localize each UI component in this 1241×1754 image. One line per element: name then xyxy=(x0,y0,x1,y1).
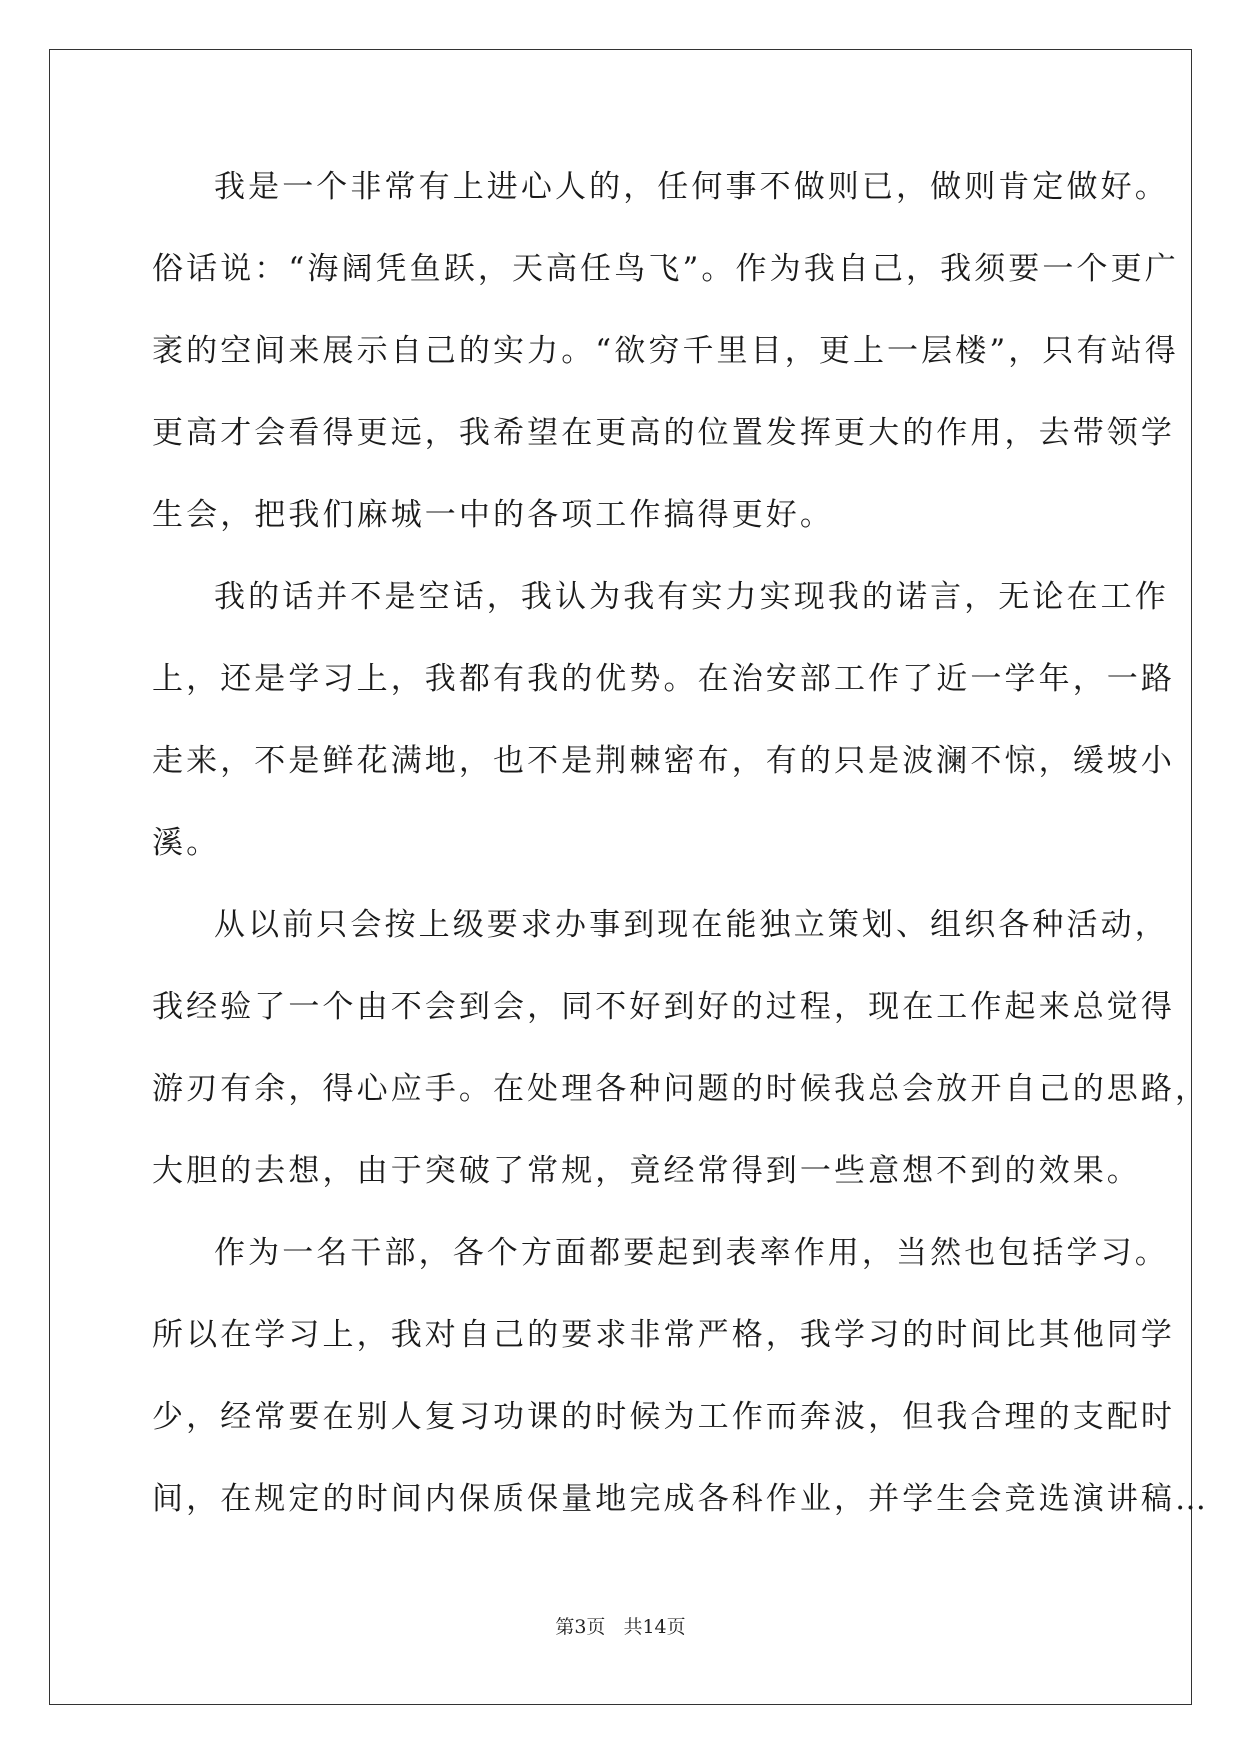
page-total: 共14页 xyxy=(623,1616,686,1638)
text-line: 袤的空间来展示自己的实力。“欲穷千里目，更上一层楼”，只有站得 xyxy=(152,333,1179,369)
text-line: 间，在规定的时间内保质保量地完成各科作业，并学生会竞选演讲稿… xyxy=(152,1481,1210,1517)
text-line: 少，经常要在别人复习功课的时候为工作而奔波，但我合理的支配时 xyxy=(152,1399,1175,1435)
text-line: 溪。 xyxy=(152,825,221,861)
text-line: 俗话说：“海阔凭鱼跃，天高任鸟飞”。作为我自己，我须要一个更广 xyxy=(152,251,1179,287)
text-line: 我经验了一个由不会到会，同不好到好的过程，现在工作起来总觉得 xyxy=(152,989,1175,1025)
text-line: 生会，把我们麻城一中的各项工作搞得更好。 xyxy=(152,497,834,533)
text-line: 从以前只会按上级要求办事到现在能独立策划、组织各种活动， xyxy=(214,907,1169,943)
text-line: 所以在学习上，我对自己的要求非常严格，我学习的时间比其他同学 xyxy=(152,1317,1175,1353)
text-line: 我的话并不是空话，我认为我有实力实现我的诺言，无论在工作 xyxy=(214,579,1169,615)
text-line: 大胆的去想，由于突破了常规，竟经常得到一些意想不到的效果。 xyxy=(152,1153,1141,1189)
page-number: 第3页 xyxy=(555,1616,606,1638)
text-line: 更高才会看得更远，我希望在更高的位置发挥更大的作用，去带领学 xyxy=(152,415,1175,451)
text-line: 我是一个非常有上进心人的，任何事不做则已，做则肯定做好。 xyxy=(214,169,1169,205)
page-footer xyxy=(0,1612,1241,1639)
text-line: 走来，不是鲜花满地，也不是荆棘密布，有的只是波澜不惊，缓坡小 xyxy=(152,743,1175,779)
text-line: 作为一名干部，各个方面都要起到表率作用，当然也包括学习。 xyxy=(214,1235,1169,1271)
text-line: 上，还是学习上，我都有我的优势。在治安部工作了近一学年，一路 xyxy=(152,661,1175,697)
text-line: 游刃有余，得心应手。在处理各种问题的时候我总会放开自己的思路， xyxy=(152,1071,1210,1107)
document-body xyxy=(152,160,1210,1554)
